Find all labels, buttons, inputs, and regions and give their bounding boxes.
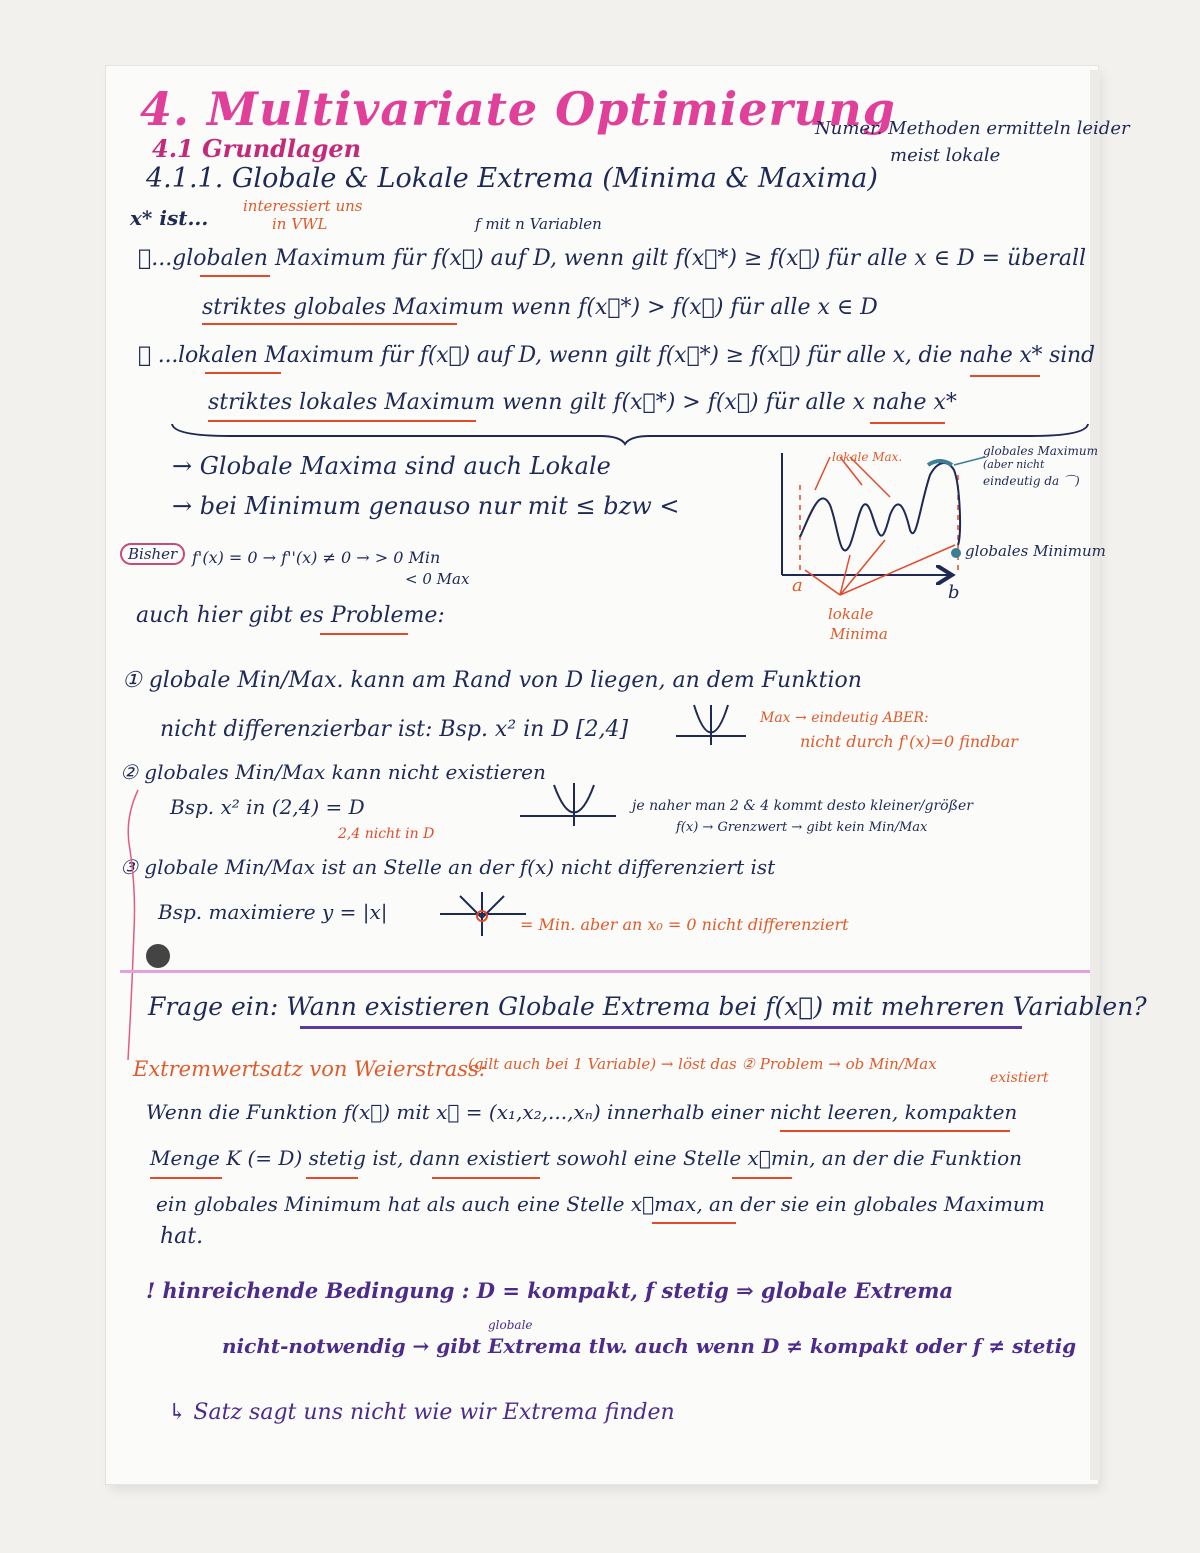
problem-3-line-2: Bsp. maximiere y = |x| (158, 900, 388, 924)
side-note-1: Numer. Methoden ermitteln leider (815, 118, 1130, 139)
problem-2-note-2: f(x) → Grenzwert → gibt kein Min/Max (676, 820, 928, 835)
theorem-name-note-2: existiert (990, 1070, 1049, 1086)
paper-edge (1090, 70, 1100, 1480)
problem-2-line-1: ② globales Min/Max kann nicht existieren (120, 760, 546, 784)
necessary-condition: nicht-notwendig → gibt Extrema tlw. auch wenn D ≠ kompakt oder f ≠ stetig (222, 1334, 1077, 1358)
problem-1-line-1: ① globale Min/Max. kann am Rand von D liegen, an dem Funktion (122, 668, 862, 693)
graph-label-global-max-1: globales Maximum (983, 444, 1099, 458)
divider (120, 970, 1090, 973)
theorem-text-2: Menge K (= D) stetig ist, dann existiert sowohl eine Stelle x⃗min, an der die Funktion (150, 1146, 1023, 1170)
underline-xmax (652, 1222, 736, 1224)
problem-2-note-1: je naher man 2 & 4 kommt desto kleiner/größer (632, 798, 973, 814)
underline-strict-global (202, 323, 457, 325)
underline-lokal (205, 372, 281, 374)
graph-label-lokale-min-1: lokale (828, 605, 874, 623)
theorem-text-3: ein globales Minimum hat als auch eine Stelle x⃗max, an der sie ein globales Maximum (156, 1192, 1045, 1216)
theorem-name: Extremwertsatz von Weierstrass: (133, 1057, 486, 1081)
underline-nahe (970, 375, 1040, 377)
problem-1-note-1: Max → eindeutig ABER: (760, 710, 929, 726)
underline-probleme (320, 633, 408, 635)
underline-stetig (306, 1177, 358, 1179)
ink-blot (146, 944, 170, 968)
problem-1-line-2: nicht differenzierbar ist: Bsp. x² in D [2,4] (160, 717, 629, 742)
underline-existiert (432, 1177, 540, 1179)
section-heading: 4.1.1. Globale & Lokale Extrema (Minima & Maxima) (146, 163, 878, 194)
graph-label-lokale-max: lokale Max. (832, 450, 903, 464)
local-max-def: ② ...lokalen Maximum für f(x⃗) auf D, wenn gilt f(x⃗*) ≥ f(x⃗) für alle x, die nahe x* sind (138, 343, 1095, 368)
necessary-small-label: globale (488, 1318, 533, 1332)
bisher-rule-2: < 0 Max (405, 570, 470, 588)
graph-label-lokale-min-2: Minima (830, 625, 888, 643)
page-title: 4. Multivariate Optimierung (140, 82, 896, 136)
theorem-text-1: Wenn die Funktion f(x⃗) mit x⃗ = (x₁,x₂,...,xₙ) innerhalb einer nicht leeren, kompakten (146, 1100, 1018, 1124)
question: Frage ein: Wann existieren Globale Extrema bei f(x⃗) mit mehreren Variablen? (148, 992, 1147, 1021)
problem-2-sub: 2,4 nicht in D (338, 826, 435, 842)
problem-1-sketch (676, 700, 756, 750)
problem-3-note: = Min. aber an x₀ = 0 nicht differenziert (520, 915, 849, 934)
bisher-badge: Bisher (120, 543, 185, 565)
note-arrow-2: → bei Minimum genauso nur mit ≤ bzw < (172, 492, 680, 520)
underline-global (200, 275, 270, 277)
problem-1-note-2: nicht durch f'(x)=0 findbar (800, 732, 1018, 751)
intro-note-1: interessiert uns (243, 197, 363, 215)
graph-label-global-max-2: (aber nicht (983, 458, 1045, 471)
sufficient-condition: ! hinreichende Bedingung : D = kompakt, f stetig ⇒ globale Extrema (146, 1278, 954, 1303)
underline-question (300, 1026, 1022, 1029)
note-arrow-1: → Globale Maxima sind auch Lokale (172, 452, 611, 480)
strict-global-def: striktes globales Maximum wenn f(x⃗*) > f(x⃗) für alle x ∈ D (202, 295, 878, 320)
side-note-2: meist lokale (890, 145, 1001, 166)
f-note: f mit n Variablen (475, 215, 602, 233)
underline-kompakt (780, 1130, 1010, 1132)
brace (170, 422, 1090, 446)
footer-note: ↳ Satz sagt uns nicht wie wir Extrema finden (168, 1400, 675, 1425)
problem-2-line-2: Bsp. x² in (2,4) = D (170, 795, 365, 819)
graph-label-global-max-3: eindeutig da ⌒) (983, 474, 1080, 488)
problem-3-line-1: ③ globale Min/Max ist an Stelle an der f(x) nicht differenziert ist (120, 855, 776, 879)
bisher-rule: f'(x) = 0 → f''(x) ≠ 0 → > 0 Min (192, 548, 441, 567)
graph-label-a: a (792, 575, 803, 596)
definition-intro: x* ist... (130, 206, 209, 230)
intro-note-2: in VWL (272, 215, 328, 233)
subtitle: 4.1 Grundlagen (152, 134, 362, 163)
theorem-name-note: (gilt auch bei 1 Variable) → löst das ② Problem → ob Min/Max (468, 1055, 937, 1073)
graph-label-b: b (948, 582, 960, 603)
underline-xmin (732, 1177, 792, 1179)
problem-3-sketch (440, 890, 530, 940)
graph-label-global-min: globales Minimum (965, 542, 1106, 560)
theorem-text-4: hat. (160, 1224, 204, 1249)
global-max-def: ①...globalen Maximum für f(x⃗) auf D, wenn gilt f(x⃗*) ≥ f(x⃗) für alle x ∈ D = überall (138, 246, 1087, 271)
problems-bracket (118, 790, 148, 1070)
problems-intro: auch hier gibt es Probleme: (136, 603, 445, 628)
problem-2-sketch (520, 780, 620, 830)
strict-local-def: striktes lokales Maximum wenn gilt f(x⃗*) > f(x⃗) für alle x nahe x* (208, 390, 957, 415)
underline-menge (150, 1177, 222, 1179)
